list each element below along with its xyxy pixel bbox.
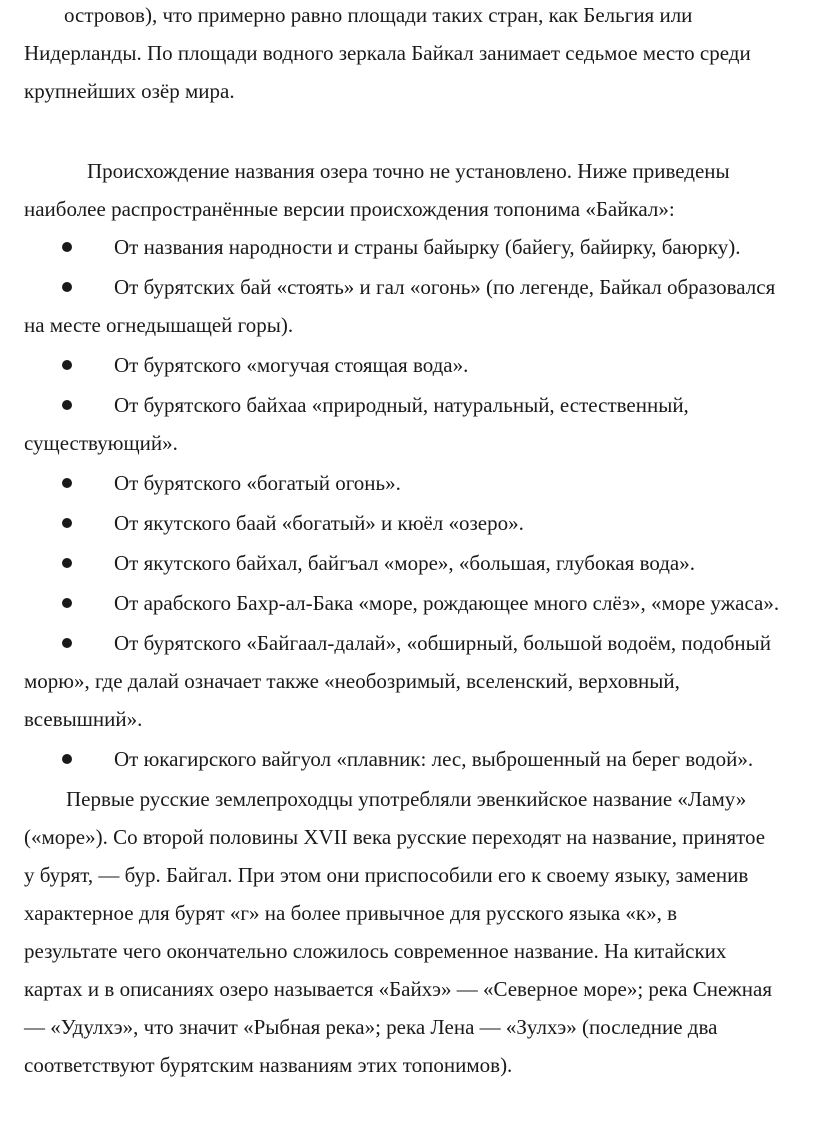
intro-line-2: Нидерланды. По площади водного зеркала Байкал занимает седьмое место среди (24, 41, 751, 65)
bullet-dot (62, 242, 72, 252)
list-item: От арабского Бахр-ал-Бака «море, рождающее много слёз», «море ужаса». (114, 591, 780, 615)
bullet-dot (62, 518, 72, 528)
bullet-dot (62, 598, 72, 608)
final-line-3: у бурят, — бур. Байгал. При этом они приспособили его к своему языку, заменив (24, 863, 749, 887)
list-item: От бурятских бай «стоять» и гал «огонь» (по легенде, Байкал образовался (114, 275, 776, 299)
list-item-continuation: морю», где далай означает также «необозримый, вселенский, верховный, (24, 669, 680, 693)
final-line-4: характерное для бурят «г» на более привычное для русского языка «к», в (24, 901, 678, 925)
list-item: От якутского байхал, байгъал «море», «большая, глубокая вода». (114, 551, 695, 575)
final-line-8: соответствуют бурятским названиям этих топонимов). (24, 1053, 513, 1077)
intro-line-1: островов), что примерно равно площади таких стран, как Бельгия или (64, 3, 693, 27)
list-item: От бурятского «могучая стоящая вода». (114, 353, 469, 377)
list-item: От юкагирского вайгуол «плавник: лес, выброшенный на берег водой». (114, 747, 754, 771)
bullet-dot (62, 638, 72, 648)
bullet-dot (62, 478, 72, 488)
bullet-dot (62, 360, 72, 370)
list-item-continuation: существующий». (24, 431, 178, 455)
list-item-continuation: всевышний». (24, 707, 143, 731)
bullet-dot (62, 282, 72, 292)
final-line-2: («море»). Со второй половины XVII века русские переходят на название, принятое (24, 825, 766, 849)
final-line-5: результате чего окончательно сложилось современное название. На китайских (24, 939, 727, 963)
list-item-continuation: на месте огнедышащей горы). (24, 313, 294, 337)
list-item: От бурятского «богатый огонь». (114, 471, 401, 495)
list-item: От якутского баай «богатый» и кюёл «озеро». (114, 511, 524, 535)
list-item: От бурятского «Байгаал-далай», «обширный, большой водоём, подобный (114, 631, 771, 655)
intro-line-3: крупнейших озёр мира. (24, 79, 235, 103)
final-line-6: картах и в описаниях озеро называется «Байхэ» — «Северное море»; река Снежная (24, 977, 773, 1001)
list-item: От бурятского байхаа «природный, натуральный, естественный, (114, 393, 689, 417)
bullet-dot (62, 754, 72, 764)
origin-line-1: Происхождение названия озера точно не установлено. Ниже приведены (87, 159, 730, 183)
bullet-dot (62, 558, 72, 568)
origin-line-2: наиболее распространённые версии происхождения топонима «Байкал»: (24, 197, 675, 221)
bullet-dot (62, 400, 72, 410)
final-line-7: — «Удулхэ», что значит «Рыбная река»; река Лена — «Зулхэ» (последние два (24, 1015, 718, 1039)
list-item: От названия народности и страны байырку (байегу, байирку, баюрку). (114, 235, 741, 259)
final-line-1: Первые русские землепроходцы употребляли эвенкийское название «Ламу» (66, 787, 747, 811)
